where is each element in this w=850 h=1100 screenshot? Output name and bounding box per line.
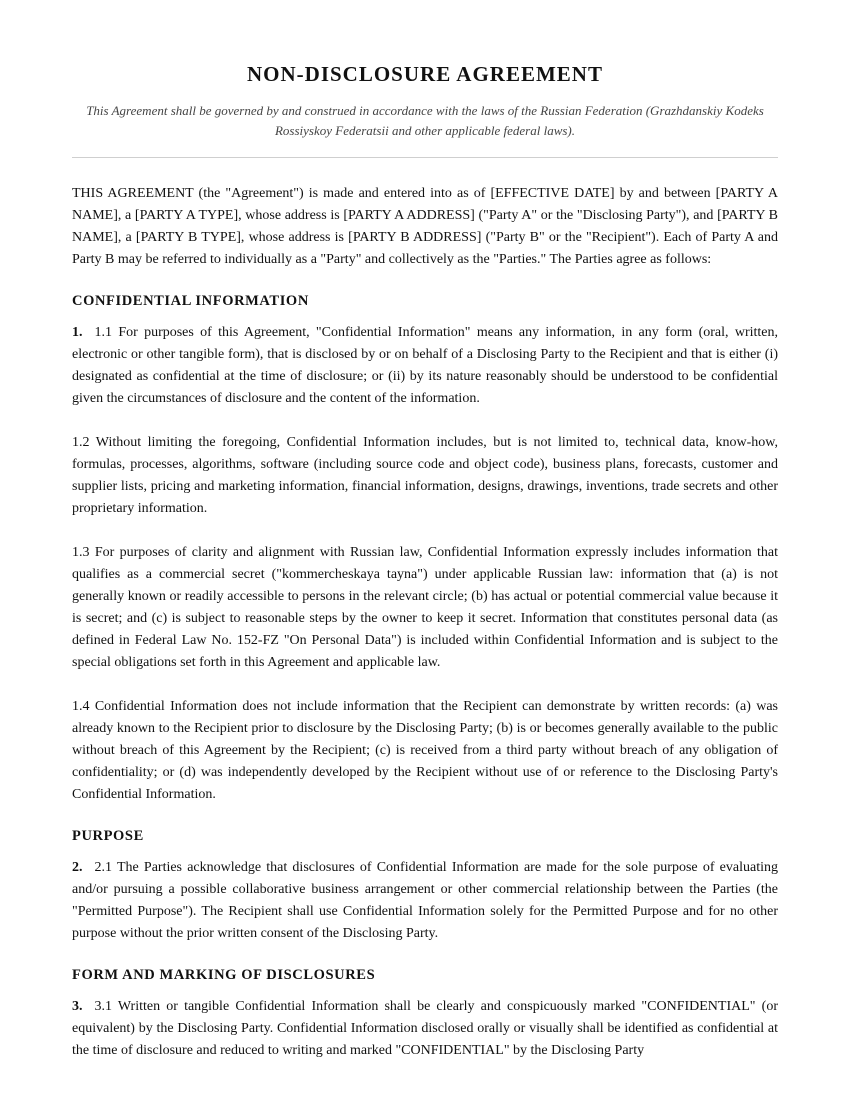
section-purpose xyxy=(72,828,778,945)
clause-text: 3.1 Written or tangible Confidential Information shall be clearly and conspicuously marked "CONFIDENTIAL" (or equivalent) by the Disclosing Party. Confidential Information disclosed orally or visually shall be identified as confidential at the time of disclosure and reduced to writing and marked "CONFIDENTIAL" by the Disclosing Party xyxy=(72,999,778,1058)
section-paragraph xyxy=(72,322,778,410)
document-title: NON-DISCLOSURE AGREEMENT xyxy=(247,62,603,86)
section-number: 1. xyxy=(72,325,83,340)
section-confidential-information xyxy=(72,293,778,806)
section-number: 3. xyxy=(72,999,83,1014)
section-heading: CONFIDENTIAL INFORMATION xyxy=(72,293,309,309)
section-form-and-marking xyxy=(72,967,778,1062)
header-divider xyxy=(72,157,778,158)
clause-text: 1.1 For purposes of this Agreement, "Confidential Information" means any information, in any form (oral, written, electronic or other tangible form), that is disclosed by or on behalf of a Disclosing Party to the Recipient and that is either (i) designated as confidential at the time of disclosure; or (ii) by its nature reasonably should be understood to be confidential given the circumstances of disclosure and the content of the information. xyxy=(72,325,778,406)
section-heading: PURPOSE xyxy=(72,828,144,844)
section-heading: FORM AND MARKING OF DISCLOSURES xyxy=(72,967,376,983)
section-paragraph xyxy=(72,857,778,945)
section-paragraph xyxy=(72,996,778,1062)
section-paragraph: 1.2 Without limiting the foregoing, Confidential Information includes, but is not limited to, technical data, know-how, formulas, processes, algorithms, software (including source code and object code), business plans, forecasts, customer and supplier lists, pricing and marketing information, financial information, designs, drawings, inventions, trade secrets and other proprietary information. xyxy=(72,435,778,516)
section-number: 2. xyxy=(72,860,83,875)
governing-law-note: This Agreement shall be governed by and construed in accordance with the laws of the Russian Federation (Grazhdanskiy Kodeks Rossiyskoy Federatsii and other applicable federal laws). xyxy=(86,103,764,138)
clause-text: 2.1 The Parties acknowledge that disclosures of Confidential Information are made for the sole purpose of evaluating and/or pursuing a possible collaborative business arrangement or other commercial relationship between the Parties (the "Permitted Purpose"). The Recipient shall use Confidential Information solely for the Permitted Purpose and for no other purpose without the prior written consent of the Disclosing Party. xyxy=(72,860,778,941)
section-paragraph: 1.3 For purposes of clarity and alignment with Russian law, Confidential Information expressly includes information that qualifies as a commercial secret ("kommercheskaya tayna") under applicable Russian law: information that (a) is not generally known or readily accessible to persons in the relevant circle; (b) has actual or potential commercial value because it is secret; and (c) is subject to reasonable steps by the owner to keep it secret. Information that constitutes personal data (as defined in Federal Law No. 152-FZ "On Personal Data") is included within Confidential Information and is subject to the special obligations set forth in this Agreement and applicable law. xyxy=(72,545,778,670)
preamble-paragraph: THIS AGREEMENT (the "Agreement") is made and entered into as of [EFFECTIVE DATE] by and between [PARTY A NAME], a [PARTY A TYPE], whose address is [PARTY A ADDRESS] ("Party A" or the "Disclosing Party"), and [PARTY B NAME], a [PARTY B TYPE], whose address is [PARTY B ADDRESS] ("Party B" or the "Recipient"). Each of Party A and Party B may be referred to individually as a "Party" and collectively as the "Parties." The Parties agree as follows: xyxy=(72,186,778,267)
section-paragraph: 1.4 Confidential Information does not include information that the Recipient can demonstrate by written records: (a) was already known to the Recipient prior to disclosure by the Disclosing Party; (b) is or becomes generally available to the public without breach of this Agreement by the Recipient; (c) is received from a third party without breach of any obligation of confidentiality; or (d) was independently developed by the Recipient without use of or reference to the Disclosing Party's Confidential Information. xyxy=(72,699,778,802)
